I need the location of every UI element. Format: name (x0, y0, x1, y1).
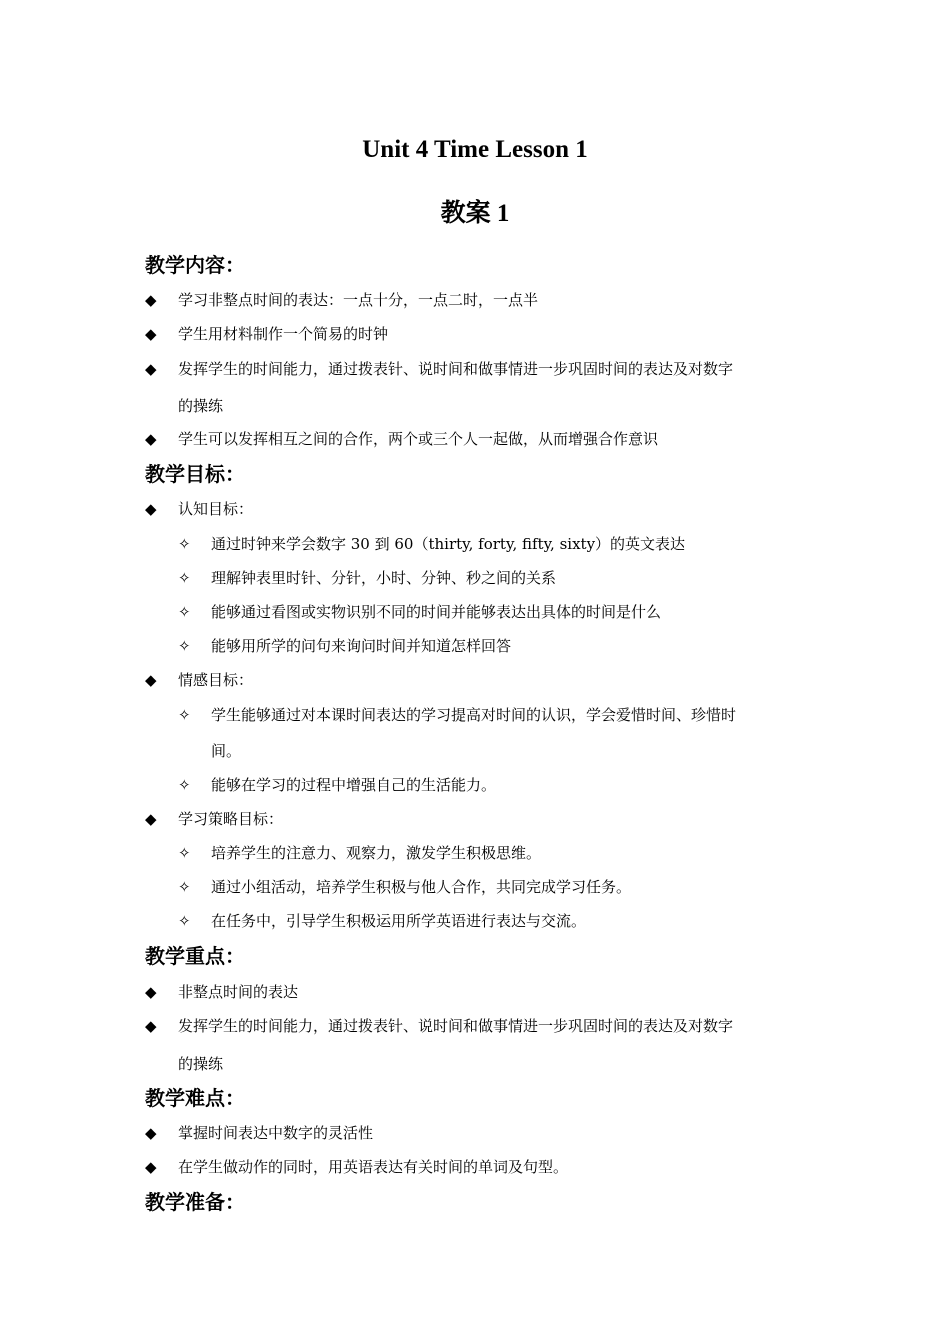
sub-bullet-star-icon: ✧ (178, 878, 191, 896)
bullet-diamond-icon: ◆ (145, 671, 157, 689)
sub-bullet-star-icon: ✧ (178, 776, 191, 794)
section-heading-preparation: 教学准备： (145, 1190, 245, 1214)
list-item: 学习非整点时间的表达：一点十分，一点二时，一点半 (178, 291, 539, 309)
goal-category-strategy: 学习策略目标： (178, 810, 284, 828)
sub-list-item-continuation: 间。 (211, 742, 242, 760)
bullet-diamond-icon: ◆ (145, 500, 157, 518)
list-item-continuation: 的操练 (178, 1055, 224, 1073)
sub-bullet-star-icon: ✧ (178, 912, 191, 930)
sub-bullet-star-icon: ✧ (178, 535, 191, 553)
goal-category-affective: 情感目标： (178, 671, 254, 689)
list-item: 学生可以发挥相互之间的合作，两个或三个人一起做，从而增强合作意识 (178, 430, 659, 448)
sub-list-item: 理解钟表里时针、分针，小时、分钟、秒之间的关系 (211, 569, 557, 587)
bullet-diamond-icon: ◆ (145, 1158, 157, 1176)
bullet-diamond-icon: ◆ (145, 325, 157, 343)
bullet-diamond-icon: ◆ (145, 983, 157, 1001)
bullet-diamond-icon: ◆ (145, 430, 157, 448)
document-title: Unit 4 Time Lesson 1 (362, 136, 588, 163)
list-item: 发挥学生的时间能力，通过拨表针、说时间和做事情进一步巩固时间的表达及对数字 (178, 1017, 734, 1035)
sub-list-item: 能够在学习的过程中增强自己的生活能力。 (211, 776, 497, 794)
sub-list-item: 通过时钟来学会数字 30 到 60（thirty, forty, fifty, sixty）的英文表达 (211, 535, 686, 553)
bullet-diamond-icon: ◆ (145, 360, 157, 378)
list-item: 发挥学生的时间能力，通过拨表针、说时间和做事情进一步巩固时间的表达及对数字 (178, 360, 734, 378)
list-item-continuation: 的操练 (178, 397, 224, 415)
bullet-diamond-icon: ◆ (145, 810, 157, 828)
sub-bullet-star-icon: ✧ (178, 706, 191, 724)
sub-list-item: 培养学生的注意力、观察力，激发学生积极思维。 (211, 844, 542, 862)
list-item: 掌握时间表达中数字的灵活性 (178, 1124, 374, 1142)
sub-list-item: 通过小组活动，培养学生积极与他人合作，共同完成学习任务。 (211, 878, 632, 896)
sub-bullet-star-icon: ✧ (178, 569, 191, 587)
sub-bullet-star-icon: ✧ (178, 637, 191, 655)
sub-list-item: 在任务中，引导学生积极运用所学英语进行表达与交流。 (211, 912, 587, 930)
sub-list-item: 学生能够通过对本课时间表达的学习提高对时间的认识，学会爱惜时间、珍惜时 (211, 706, 737, 724)
sub-bullet-star-icon: ✧ (178, 603, 191, 621)
list-item: 在学生做动作的同时，用英语表达有关时间的单词及句型。 (178, 1158, 569, 1176)
bullet-diamond-icon: ◆ (145, 1017, 157, 1035)
goal-category-cognitive: 认知目标： (178, 500, 254, 518)
section-heading-goals: 教学目标： (145, 462, 245, 486)
sub-list-item: 能够通过看图或实物识别不同的时间并能够表达出具体的时间是什么 (211, 603, 662, 621)
document-subtitle: 教案 1 (440, 200, 510, 227)
section-heading-content: 教学内容： (145, 253, 245, 277)
bullet-diamond-icon: ◆ (145, 1124, 157, 1142)
list-item: 学生用材料制作一个简易的时钟 (178, 325, 389, 343)
section-heading-key-points: 教学重点： (145, 944, 245, 968)
section-heading-difficulties: 教学难点： (145, 1086, 245, 1110)
sub-list-item: 能够用所学的问句来询问时间并知道怎样回答 (211, 637, 512, 655)
list-item: 非整点时间的表达 (178, 983, 299, 1001)
bullet-diamond-icon: ◆ (145, 291, 157, 309)
sub-bullet-star-icon: ✧ (178, 844, 191, 862)
